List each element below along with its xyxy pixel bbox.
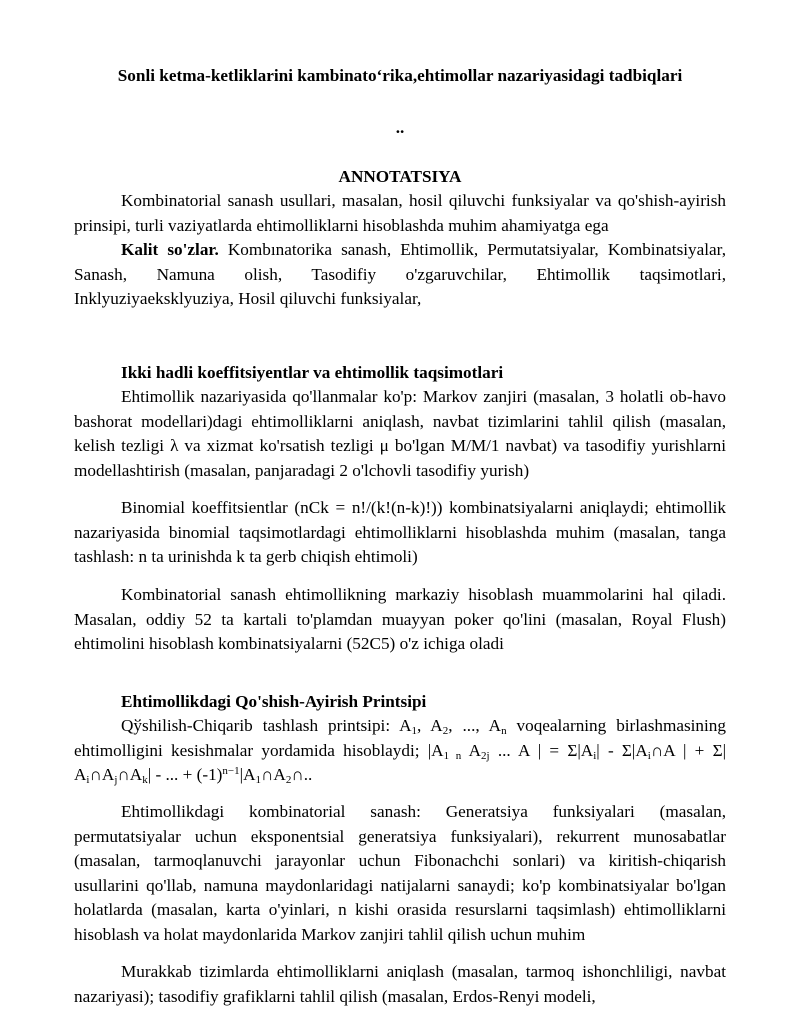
formula-text: A xyxy=(461,740,482,760)
paragraph-binomial-coefficients: Binomial koeffitsientlar (nCk = n!/(k!(n-k)!)) kombinatsiyalarni aniqlaydi; ehtimollik nazariyasida binomial taqsimotlardagi ehtimolliklarni hisoblashda muhim (masalan, tanga tashlash: n ta urinishda k ta gerb chiqish ehtimoli) xyxy=(74,498,726,567)
formula-text: |A xyxy=(239,765,256,785)
inclusion-exclusion-formula-paragraph xyxy=(74,714,726,788)
annotation-paragraph: Kombinatorial sanash usullari, masalan, hosil qiluvchi funksiyalar va qo'shish-ayirish prinsipi, turli vaziyatlarda ehtimolliklarni hisoblashda muhim ahamiyatga ega xyxy=(74,191,726,235)
keywords-label: Kalit so'zlar. xyxy=(121,240,219,259)
author-placeholder: .. xyxy=(395,118,405,137)
formula-text: ∩A | + Σ| A xyxy=(74,740,727,785)
formula-text: voqealarning birlashmasining ehtimolligini kesishmalar yordamida hisoblaydi; |A xyxy=(74,716,726,760)
keywords-paragraph xyxy=(74,238,726,312)
formula-text: ∩A xyxy=(117,765,143,785)
formula-text: ... A | = Σ|A xyxy=(489,740,594,760)
formula-intro: Qўshilish-Chiqarib tashlash printsipi: A xyxy=(121,716,412,735)
section-heading-inclusion-exclusion: Ehtimollikdagi Qo'shish-Ayirish Printsipi xyxy=(121,692,427,711)
formula-text: ∩.. xyxy=(291,765,313,785)
formula-sup: n−1 xyxy=(222,765,240,778)
formula-sub: i xyxy=(647,749,651,762)
formula-text: , ..., A xyxy=(448,716,502,735)
document-title: Sonli ketma-ketliklarini kambinato‘rika,ehtimollar nazariyasidagi tadbiqlari xyxy=(117,66,683,85)
keywords-text: Kombınatorika sanash, Ehtimollik, Permutatsiyalar, Kombinatsiyalar, Sanash, Namuna olish, Tasodifiy o'zgaruvchilar, Ehtimollik taqsimotlari, Inklyuziyaeksklyuziya, Hosil qiluvchi funksiyalar, xyxy=(74,240,727,309)
formula-sub: i xyxy=(593,749,597,762)
paragraph-generating-functions: Ehtimollikdagi kombinatorial sanash: Generatsiya funksiyalari (masalan, permutatsiyalar uchun eksponentsial generatsiya funksiyalari), rekurrent munosabatlar (masalan, tarmoqlanuvchi jarayonlar uchun Fibonachchi sonlari) va kiritish-chiqarish usullarini qo'llab, namuna maydonlaridagi natijalarni sanaydi; ko'p kombinatsiyalar bo'lgan holatlarda (masalan, karta o'yinlari, n kishi orasida resurslarni taqsimlash) ehtimolliklarni hisoblash va holat maydonlarida Markov zanjiri tahlil qilish uchun muhim xyxy=(74,802,726,944)
formula-sub: i xyxy=(86,774,90,787)
annotation-heading: ANNOTATSIYA xyxy=(338,167,462,186)
paragraph-complex-systems: Murakkab tizimlarda ehtimolliklarni aniqlash (masalan, tarmoq ishonchliligi, navbat nazariyasi); tasodifiy grafiklarni tahlil qilish (masalan, Erdos-Renyi modeli, xyxy=(74,962,726,1006)
formula-sub: 1 xyxy=(411,725,418,737)
formula-sub: k xyxy=(142,774,148,787)
formula-sub: 2 xyxy=(285,774,292,787)
paragraph-markov: Ehtimollik nazariyasida qo'llanmalar ko'p: Markov zanjiri (masalan, 3 holatli ob-havo bashorat modellari)dagi ehtimolliklarni aniqlash, navbat tizimlarini tahlil qilish (masalan, kelish tezligi λ va xizmat ko'rsatish tezligi μ bo'lgan M/M/1 navbat) va tasodifiy yurishlarni modellashtirish (masalan, panjaradagi 2 o'lchovli tasodifiy yurish) xyxy=(74,387,726,480)
formula-sub: 2j xyxy=(481,749,490,762)
formula-sub: 2 xyxy=(442,725,449,737)
formula-sub: n xyxy=(501,725,507,737)
formula-text: ∩A xyxy=(89,765,115,785)
formula-text: | - ... + (-1) xyxy=(147,765,223,785)
formula-text: , A xyxy=(417,716,443,735)
paragraph-poker: Kombinatorial sanash ehtimollikning markaziy hisoblash muammolarini hal qiladi. Masalan, oddiy 52 ta kartali to'plamdan muayyan poker qo'lini (masalan, Royal Flush) ehtimolini hisoblash kombinatsiyalarni (52C5) o'z ichiga oladi xyxy=(74,585,726,654)
formula-text: | - Σ|A xyxy=(596,740,648,760)
section-heading-binomial: Ikki hadli koeffitsiyentlar va ehtimollik taqsimotlari xyxy=(121,363,504,382)
formula-sub: 1 n xyxy=(443,749,462,762)
formula-sub: j xyxy=(114,774,118,787)
formula-text: ∩A xyxy=(260,765,286,785)
formula-sub: 1 xyxy=(255,774,261,787)
